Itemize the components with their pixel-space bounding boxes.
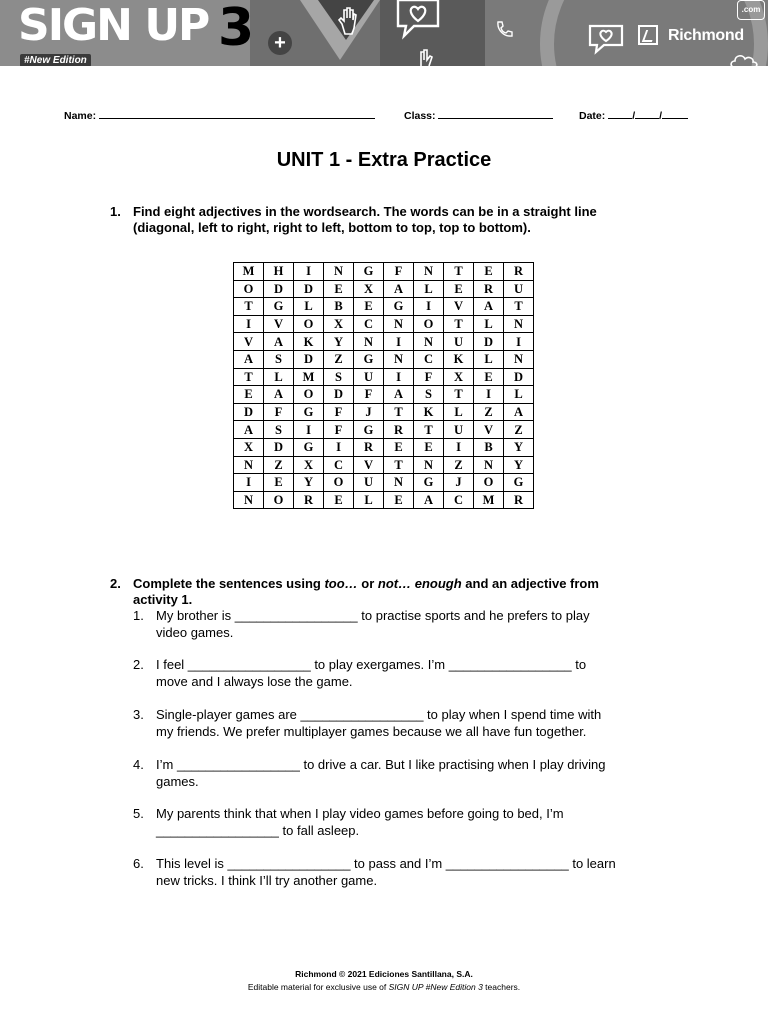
com-badge: .com [737, 0, 765, 20]
wordsearch-cell[interactable]: L [264, 368, 294, 386]
wordsearch-row [234, 315, 534, 333]
date-day-line[interactable] [608, 108, 632, 119]
wordsearch-cell[interactable]: V [444, 298, 474, 316]
date-slash: / [659, 110, 663, 122]
wordsearch-cell[interactable]: K [414, 403, 444, 421]
wordsearch-cell[interactable]: G [504, 474, 534, 492]
wordsearch-cell[interactable]: F [414, 368, 444, 386]
book-title: SIGN UP #New Edition 3 [388, 982, 483, 992]
wordsearch-cell[interactable]: R [474, 280, 504, 298]
date-label: Date: [579, 110, 606, 122]
usage-text: teachers. [482, 982, 521, 992]
wordsearch-cell[interactable]: T [444, 386, 474, 404]
sentence-text[interactable]: My parents think that when I play video games before going to bed, I’m [156, 806, 564, 821]
wordsearch-cell[interactable]: A [264, 386, 294, 404]
name-field[interactable] [64, 108, 375, 122]
wordsearch-cell[interactable]: E [474, 368, 504, 386]
wordsearch-cell[interactable]: E [384, 438, 414, 456]
wordsearch-cell[interactable]: R [354, 438, 384, 456]
wordsearch-cell[interactable]: G [384, 298, 414, 316]
wordsearch-cell[interactable]: N [414, 263, 444, 281]
wordsearch-cell[interactable]: E [324, 280, 354, 298]
name-label: Name: [64, 110, 97, 122]
wordsearch-cell[interactable]: E [414, 438, 444, 456]
wordsearch-cell[interactable]: N [384, 350, 414, 368]
wordsearch-cell[interactable]: F [264, 403, 294, 421]
wordsearch-cell[interactable]: O [294, 315, 324, 333]
wordsearch-cell[interactable]: A [234, 350, 264, 368]
logo-edition-badge: #New Edition [20, 54, 91, 66]
wordsearch-cell[interactable]: A [474, 298, 504, 316]
sentence-number: 6. [133, 856, 144, 871]
wordsearch-cell[interactable]: N [504, 315, 534, 333]
wordsearch-cell[interactable]: I [234, 315, 264, 333]
wordsearch-cell[interactable]: C [354, 315, 384, 333]
wordsearch-row [234, 491, 534, 509]
activity-instruction: (diagonal, left to right, right to left, bottom to top, top to bottom). [133, 220, 531, 235]
wordsearch-row [234, 474, 534, 492]
wordsearch-cell[interactable]: B [324, 298, 354, 316]
class-label: Class: [404, 110, 436, 122]
wordsearch-row [234, 298, 534, 316]
wordsearch-cell[interactable]: M [294, 368, 324, 386]
wordsearch-cell[interactable]: T [234, 298, 264, 316]
sentence-text[interactable]: video games. [156, 624, 234, 640]
wordsearch-cell[interactable]: G [414, 474, 444, 492]
wordsearch-cell[interactable]: Z [504, 421, 534, 439]
cloud-icon [730, 52, 760, 66]
wordsearch-cell[interactable]: Y [294, 474, 324, 492]
wordsearch-cell[interactable]: R [504, 491, 534, 509]
wordsearch-cell[interactable]: A [234, 421, 264, 439]
wordsearch-cell[interactable]: S [324, 368, 354, 386]
wordsearch-cell[interactable]: O [264, 491, 294, 509]
wordsearch-cell[interactable]: I [384, 368, 414, 386]
wordsearch-cell[interactable]: Z [474, 403, 504, 421]
wordsearch-cell[interactable]: N [234, 456, 264, 474]
header-banner [0, 0, 768, 66]
wordsearch-row [234, 368, 534, 386]
wordsearch-cell[interactable]: I [294, 263, 324, 281]
logo-level-number: 3 [218, 0, 255, 58]
sentence-number: 3. [133, 707, 144, 722]
date-year-line[interactable] [662, 108, 688, 119]
activity-number: 1. [110, 204, 121, 219]
date-month-line[interactable] [635, 108, 659, 119]
wordsearch-cell[interactable]: I [504, 333, 534, 351]
wordsearch-cell[interactable]: I [444, 438, 474, 456]
sentence-text[interactable]: Single-player games are _________________ to play when I spend time with [156, 707, 602, 722]
wordsearch-cell[interactable]: R [504, 263, 534, 281]
wordsearch-cell[interactable]: Y [504, 438, 534, 456]
wordsearch-cell[interactable]: T [384, 403, 414, 421]
footer [0, 968, 768, 994]
wordsearch-cell[interactable]: B [474, 438, 504, 456]
wordsearch-row [234, 333, 534, 351]
wordsearch-cell[interactable]: A [384, 386, 414, 404]
activity-instruction [133, 576, 693, 592]
richmond-logo-icon [638, 25, 658, 45]
wordsearch-cell[interactable]: L [444, 403, 474, 421]
tap-icon [413, 46, 437, 66]
activity-instruction: activity 1. [133, 592, 193, 607]
wordsearch-cell[interactable]: L [474, 315, 504, 333]
wordsearch-cell[interactable]: I [324, 438, 354, 456]
wordsearch-cell[interactable]: E [324, 491, 354, 509]
activity-number: 2. [110, 576, 121, 591]
wordsearch-row [234, 386, 534, 404]
wordsearch-cell[interactable]: X [294, 456, 324, 474]
wordsearch-cell[interactable]: G [294, 403, 324, 421]
logo-sign-up: SIGN UP [18, 0, 209, 51]
wordsearch-cell[interactable]: E [474, 263, 504, 281]
class-input-line[interactable] [438, 108, 553, 119]
name-input-line[interactable] [99, 108, 375, 119]
wordsearch-cell[interactable]: N [324, 263, 354, 281]
wordsearch-cell[interactable]: I [474, 386, 504, 404]
wordsearch-cell[interactable]: U [504, 280, 534, 298]
wordsearch-cell[interactable]: K [444, 350, 474, 368]
heart-bubble-icon [394, 0, 442, 40]
wordsearch-cell[interactable]: O [324, 474, 354, 492]
copyright: Richmond © 2021 Ediciones Santillana, S.A. [295, 969, 473, 979]
date-field[interactable] [579, 108, 688, 122]
wordsearch-cell[interactable]: O [474, 474, 504, 492]
wordsearch-cell[interactable]: N [384, 315, 414, 333]
wordsearch-cell[interactable]: X [354, 280, 384, 298]
wordsearch-cell[interactable]: E [354, 298, 384, 316]
wordsearch-cell[interactable]: I [384, 333, 414, 351]
wordsearch-cell[interactable]: D [504, 368, 534, 386]
sentence-text[interactable]: _________________ to fall asleep. [156, 822, 360, 838]
wordsearch-cell[interactable]: K [294, 333, 324, 351]
wordsearch-cell[interactable]: N [474, 456, 504, 474]
plus-icon: + [268, 31, 292, 55]
wordsearch-cell[interactable]: A [264, 333, 294, 351]
wordsearch-cell[interactable]: V [474, 421, 504, 439]
sentence-text[interactable]: move and I always lose the game. [156, 673, 353, 689]
wordsearch-cell[interactable]: O [294, 386, 324, 404]
sentence-number: 5. [133, 806, 144, 821]
wordsearch-cell[interactable]: G [264, 298, 294, 316]
date-slash: / [632, 110, 636, 122]
sentence-text[interactable]: I feel _________________ to play exergames. I’m _________________ to [156, 657, 587, 672]
wordsearch-cell[interactable]: G [354, 421, 384, 439]
wordsearch-cell[interactable]: X [324, 315, 354, 333]
wordsearch-cell[interactable]: D [264, 438, 294, 456]
wordsearch-row [234, 280, 534, 298]
wordsearch-cell[interactable]: Z [324, 350, 354, 368]
sentence-text[interactable]: This level is _________________ to pass and I’m _________________ to learn [156, 856, 616, 871]
wordsearch-cell[interactable]: T [414, 421, 444, 439]
wordsearch-cell[interactable]: C [324, 456, 354, 474]
wordsearch-cell[interactable]: N [414, 333, 444, 351]
wordsearch-cell[interactable]: G [294, 438, 324, 456]
wordsearch-cell[interactable]: F [324, 421, 354, 439]
wordsearch-cell[interactable]: U [444, 421, 474, 439]
wordsearch-cell[interactable]: D [294, 350, 324, 368]
brand-name: Richmond [668, 27, 744, 44]
wordsearch-cell[interactable]: S [264, 350, 294, 368]
wordsearch-cell[interactable]: V [264, 315, 294, 333]
phone-icon [494, 20, 514, 40]
wordsearch-row [234, 438, 534, 456]
wordsearch-cell[interactable]: O [234, 280, 264, 298]
wordsearch-cell[interactable]: A [504, 403, 534, 421]
wordsearch-cell[interactable]: T [504, 298, 534, 316]
wordsearch-cell[interactable]: L [414, 280, 444, 298]
wordsearch-cell[interactable]: D [264, 280, 294, 298]
sentence-text[interactable]: My brother is _________________ to practise sports and he prefers to play [156, 608, 590, 623]
wordsearch-cell[interactable]: N [234, 491, 264, 509]
class-field[interactable] [404, 108, 553, 122]
wordsearch-cell[interactable]: U [354, 368, 384, 386]
wordsearch-cell[interactable]: S [264, 421, 294, 439]
wordsearch-row [234, 421, 534, 439]
wordsearch-cell[interactable]: F [384, 263, 414, 281]
activity-instruction: Find eight adjectives in the wordsearch. The words can be in a straight line [133, 204, 597, 219]
wordsearch-cell[interactable]: S [414, 386, 444, 404]
wordsearch-cell[interactable]: I [414, 298, 444, 316]
wordsearch-cell[interactable]: F [324, 403, 354, 421]
wordsearch-cell[interactable]: G [354, 263, 384, 281]
page-title: UNIT 1 - Extra Practice [276, 149, 492, 171]
wordsearch-cell[interactable]: T [234, 368, 264, 386]
sentence-number: 2. [133, 657, 144, 672]
usage-note [0, 981, 768, 994]
wordsearch-cell[interactable]: J [444, 474, 474, 492]
wordsearch-cell[interactable]: N [504, 350, 534, 368]
wordsearch-cell[interactable]: C [444, 491, 474, 509]
wordsearch-cell[interactable]: E [234, 386, 264, 404]
wordsearch-cell[interactable]: E [384, 491, 414, 509]
wordsearch-cell[interactable]: R [384, 421, 414, 439]
sentence-text[interactable]: games. [156, 773, 199, 789]
instruction-emphasis: not… enough [377, 576, 462, 591]
wordsearch-cell[interactable]: A [414, 491, 444, 509]
wordsearch-row [234, 263, 534, 281]
wordsearch-cell[interactable]: D [234, 403, 264, 421]
wordsearch-cell[interactable]: A [384, 280, 414, 298]
wordsearch-cell[interactable]: E [444, 280, 474, 298]
wordsearch-cell[interactable]: N [354, 333, 384, 351]
wordsearch-cell[interactable]: X [234, 438, 264, 456]
wordsearch-cell[interactable]: I [294, 421, 324, 439]
wordsearch-cell[interactable]: V [354, 456, 384, 474]
wordsearch-row [234, 350, 534, 368]
wordsearch-cell[interactable]: E [264, 474, 294, 492]
wordsearch-cell[interactable]: J [354, 403, 384, 421]
sentence-number: 1. [133, 608, 144, 623]
wordsearch-cell[interactable]: F [354, 386, 384, 404]
wordsearch-row [234, 403, 534, 421]
sentence-text[interactable]: I’m _________________ to drive a car. But I like practising when I play driving [156, 757, 606, 772]
wordsearch-cell[interactable]: L [474, 350, 504, 368]
wordsearch-cell[interactable]: N [414, 456, 444, 474]
instruction-text: or [357, 576, 378, 591]
wordsearch-cell[interactable]: C [414, 350, 444, 368]
wordsearch-cell[interactable]: Y [504, 456, 534, 474]
wordsearch-cell[interactable]: R [294, 491, 324, 509]
wordsearch-cell[interactable]: D [324, 386, 354, 404]
wordsearch-cell[interactable]: Y [324, 333, 354, 351]
wordsearch-cell[interactable]: N [384, 474, 414, 492]
wordsearch-cell[interactable]: Z [444, 456, 474, 474]
wordsearch-cell[interactable]: M [474, 491, 504, 509]
wordsearch-cell[interactable]: I [234, 474, 264, 492]
wordsearch-cell[interactable]: D [294, 280, 324, 298]
wordsearch-cell[interactable]: M [234, 263, 264, 281]
wordsearch-cell[interactable]: L [294, 298, 324, 316]
sentence-number: 4. [133, 757, 144, 772]
wordsearch-cell[interactable]: O [414, 315, 444, 333]
wordsearch-cell[interactable]: D [474, 333, 504, 351]
wordsearch-cell[interactable]: U [444, 333, 474, 351]
sentence-text[interactable]: my friends. We prefer multiplayer games because we all have fun together. [156, 723, 587, 739]
wordsearch-cell[interactable]: U [354, 474, 384, 492]
hand-icon [336, 6, 358, 36]
usage-text: Editable material for exclusive use of [247, 982, 389, 992]
wordsearch-cell[interactable]: T [384, 456, 414, 474]
wordsearch-row [234, 456, 534, 474]
wordsearch-cell[interactable]: T [444, 315, 474, 333]
wordsearch-cell[interactable]: Z [264, 456, 294, 474]
instruction-text: and an adjective from [461, 576, 599, 591]
wordsearch-cell[interactable]: G [354, 350, 384, 368]
wordsearch-cell[interactable]: X [444, 368, 474, 386]
instruction-text: Complete the sentences using [133, 576, 325, 591]
wordsearch-grid [233, 262, 534, 509]
wordsearch-cell[interactable]: L [354, 491, 384, 509]
instruction-emphasis: too… [324, 576, 358, 591]
wordsearch-cell[interactable]: L [504, 386, 534, 404]
sentence-text[interactable]: new tricks. I think I’ll try another game. [156, 872, 378, 888]
wordsearch-cell[interactable]: H [264, 263, 294, 281]
chat-heart-icon [587, 23, 625, 55]
wordsearch-cell[interactable]: V [234, 333, 264, 351]
wordsearch-cell[interactable]: T [444, 263, 474, 281]
